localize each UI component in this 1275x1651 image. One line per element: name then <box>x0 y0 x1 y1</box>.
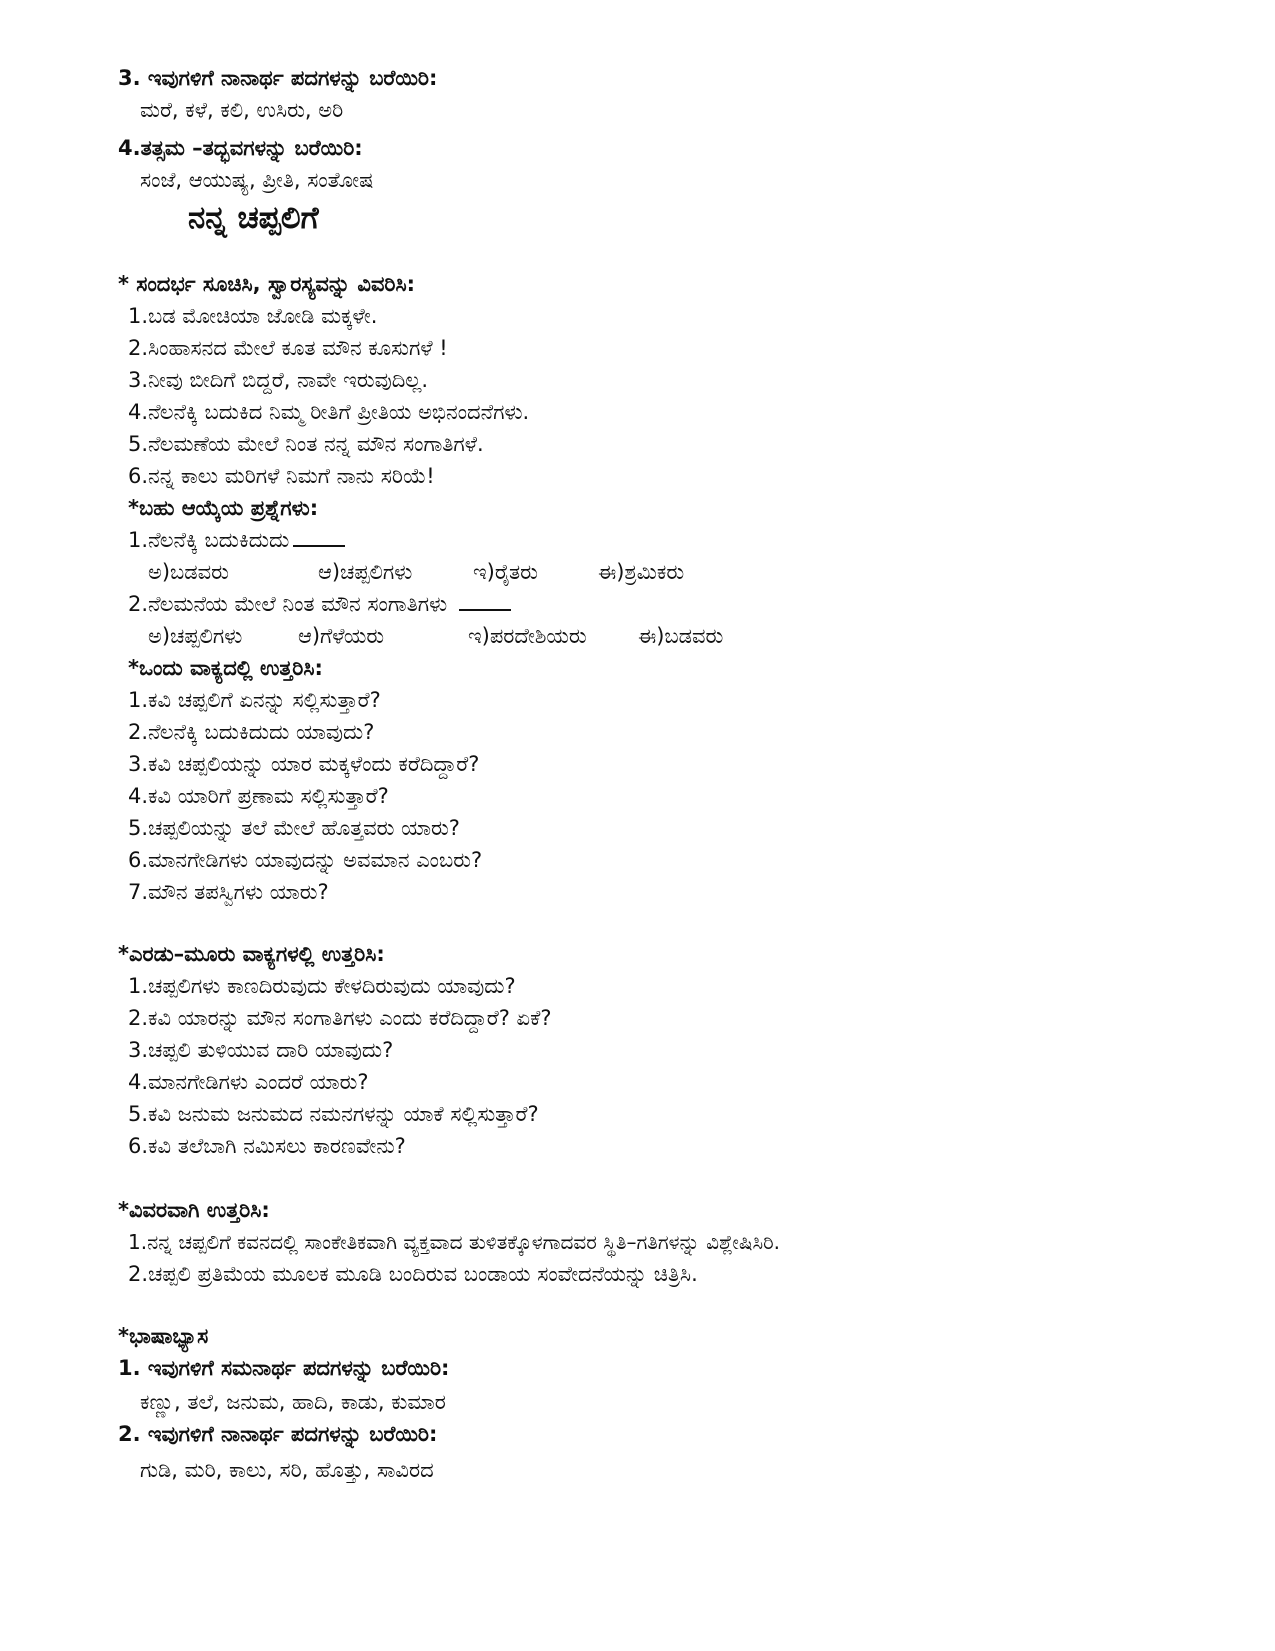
question-item: 7.ಮೌನ ತಪಸ್ವಿಗಳು ಯಾರು? <box>128 880 329 904</box>
question-item: 6.ಮಾನಗೇಡಿಗಳು ಯಾವುದನ್ನು ಅವಮಾನ ಎಂಬರು? <box>128 848 483 872</box>
mcq-option: ಇ)ಪರದೇಶಿಯರು <box>468 624 587 648</box>
question-item: 3.ಕವಿ ಚಪ್ಪಲಿಯನ್ನು ಯಾರ ಮಕ್ಕಳೆಂದು ಕರೆದಿದ್ದಾರೆ? <box>128 752 480 776</box>
mcq-option: ಈ)ಶ್ರಮಿಕರು <box>598 560 685 584</box>
question-item: 6.ಕವಿ ತಲೆಬಾಗಿ ನಮಿಸಲು ಕಾರಣವೇನು? <box>128 1134 406 1158</box>
question-item: 2.ನೆಲನೆಕ್ಕಿ ಬದುಕಿದುದು ಯಾವುದು? <box>128 720 375 744</box>
mcq-question-text: 1.ನೆಲನೆಕ್ಕಿ ಬದುಕಿದುದು <box>128 528 290 552</box>
two-three-heading: *ಎರಡು–ಮೂರು ವಾಕ್ಯಗಳಲ್ಲಿ ಉತ್ತರಿಸಿ: <box>118 942 385 966</box>
q3-heading: 3. ಇವುಗಳಿಗೆ ನಾನಾರ್ಥ ಪದಗಳನ್ನು ಬರೆಯಿರಿ: <box>118 66 438 90</box>
mcq-option: ಅ)ಬಡವರು <box>148 560 229 584</box>
context-item: 3.ನೀವು ಬೀದಿಗೆ ಬಿದ್ದರೆ, ನಾವೇ ಇರುವುದಿಲ್ಲ. <box>128 368 429 392</box>
question-item: 4.ಕವಿ ಯಾರಿಗೆ ಪ್ರಣಾಮ ಸಲ್ಲಿಸುತ್ತಾರೆ? <box>128 784 389 808</box>
lang-q2-words: ಗುಡಿ, ಮರಿ, ಕಾಲು, ಸರಿ, ಹೊತ್ತು, ಸಾವಿರದ <box>140 1458 434 1482</box>
mcq-question-2 <box>128 590 511 618</box>
mcq-question-text: 2.ನೆಲಮನೆಯ ಮೇಲೆ ನಿಂತ ಮೌನ ಸಂಗಾತಿಗಳು <box>128 592 448 616</box>
answer-blank <box>459 595 511 611</box>
context-item: 1.ಬಡ ಮೋಚಿಯಾ ಜೋಡಿ ಮಕ್ಕಳೇ. <box>128 304 378 328</box>
context-item: 5.ನೆಲಮಣೆಯ ಮೇಲೆ ನಿಂತ ನನ್ನ ಮೌನ ಸಂಗಾತಿಗಳೆ. <box>128 432 484 456</box>
question-item: 2.ಚಪ್ಪಲಿ ಪ್ರತಿಮೆಯ ಮೂಲಕ ಮೂಡಿ ಬಂದಿರುವ ಬಂಡಾಯ ಸಂವೇದನೆಯನ್ನು ಚಿತ್ರಿಸಿ. <box>128 1262 698 1286</box>
question-item: 3.ಚಪ್ಪಲಿ ತುಳಿಯುವ ದಾರಿ ಯಾವುದು? <box>128 1038 394 1062</box>
lang-q1-words: ಕಣ್ಣು, ತಲೆ, ಜನುಮ, ಹಾದಿ, ಕಾಡು, ಕುಮಾರ <box>140 1390 446 1414</box>
language-heading: *ಭಾಷಾಭ್ಯಾಸ <box>118 1324 209 1348</box>
mcq-option: ಈ)ಬಡವರು <box>638 624 724 648</box>
detailed-heading: *ವಿವರವಾಗಿ ಉತ್ತರಿಸಿ: <box>118 1198 270 1222</box>
mcq-options-1 <box>148 558 684 586</box>
q4-heading: 4.ತತ್ಸಮ –ತದ್ಭವಗಳನ್ನು ಬರೆಯಿರಿ: <box>118 136 363 160</box>
mcq-heading: *ಬಹು ಆಯ್ಕೆಯ ಪ್ರಶ್ನೆಗಳು: <box>128 496 319 520</box>
mcq-options-2 <box>148 622 723 650</box>
context-item: 6.ನನ್ನ ಕಾಲು ಮರಿಗಳೆ ನಿಮಗೆ ನಾನು ಸರಿಯೆ! <box>128 464 435 488</box>
mcq-option: ಇ)ರೈತರು <box>473 560 538 584</box>
question-item: 5.ಕವಿ ಜನುಮ ಜನುಮದ ನಮನಗಳನ್ನು ಯಾಕೆ ಸಲ್ಲಿಸುತ್ತಾರೆ? <box>128 1102 539 1126</box>
context-item: 4.ನೆಲನೆಕ್ಕಿ ಬದುಕಿದ ನಿಮ್ಮ ರೀತಿಗೆ ಪ್ರೀತಿಯ ಅಭಿನಂದನೆಗಳು. <box>128 400 530 424</box>
q3-words: ಮರೆ, ಕಳೆ, ಕಲಿ, ಉಸಿರು, ಅರಿ <box>140 98 344 122</box>
question-item: 2.ಕವಿ ಯಾರನ್ನು ಮೌನ ಸಂಗಾತಿಗಳು ಎಂದು ಕರೆದಿದ್ದಾರೆ? ಏಕೆ? <box>128 1006 552 1030</box>
mcq-option: ಅ)ಚಪ್ಪಲಿಗಳು <box>148 624 243 648</box>
question-item: 4.ಮಾನಗೇಡಿಗಳು ಎಂದರೆ ಯಾರು? <box>128 1070 369 1094</box>
lang-q1-heading: 1. ಇವುಗಳಿಗೆ ಸಮನಾರ್ಥ ಪದಗಳನ್ನು ಬರೆಯಿರಿ: <box>118 1356 450 1380</box>
question-item: 1.ಚಪ್ಪಲಿಗಳು ಕಾಣದಿರುವುದು ಕೇಳದಿರುವುದು ಯಾವುದು? <box>128 974 516 998</box>
question-item: 5.ಚಪ್ಪಲಿಯನ್ನು ತಲೆ ಮೇಲೆ ಹೊತ್ತವರು ಯಾರು? <box>128 816 460 840</box>
question-item: 1.ನನ್ನ ಚಪ್ಪಲಿಗೆ ಕವನದಲ್ಲಿ ಸಾಂಕೇತಿಕವಾಗಿ ವ್ಯಕ್ತವಾದ ತುಳಿತಕ್ಕೊಳಗಾದವರ ಸ್ಥಿತಿ–ಗತಿಗಳನ್ನು ವಿಶ್ಲೇಷಿಸಿರಿ. <box>128 1230 781 1254</box>
lesson-title: ನನ್ನ ಚಪ್ಪಲಿಗೆ <box>188 200 319 236</box>
lang-q2-heading: 2. ಇವುಗಳಿಗೆ ನಾನಾರ್ಥ ಪದಗಳನ್ನು ಬರೆಯಿರಿ: <box>118 1422 438 1446</box>
mcq-option: ಆ)ಗೆಳೆಯರು <box>298 624 385 648</box>
answer-blank <box>293 531 345 547</box>
q4-words: ಸಂಜೆ, ಆಯುಷ್ಯ, ಪ್ರೀತಿ, ಸಂತೋಷ <box>140 168 374 192</box>
mcq-option: ಆ)ಚಪ್ಪಲಿಗಳು <box>318 560 413 584</box>
mcq-question-1 <box>128 526 345 554</box>
context-heading: * ಸಂದರ್ಭ ಸೂಚಿಸಿ, ಸ್ವಾರಸ್ಯವನ್ನು ವಿವರಿಸಿ: <box>118 272 416 296</box>
question-item: 1.ಕವಿ ಚಪ್ಪಲಿಗೆ ಏನನ್ನು ಸಲ್ಲಿಸುತ್ತಾರೆ? <box>128 688 381 712</box>
context-item: 2.ಸಿಂಹಾಸನದ ಮೇಲೆ ಕೂತ ಮೌನ ಕೂಸುಗಳೆ ! <box>128 336 448 360</box>
one-sentence-heading: *ಒಂದು ವಾಕ್ಯದಲ್ಲಿ ಉತ್ತರಿಸಿ: <box>128 656 323 680</box>
